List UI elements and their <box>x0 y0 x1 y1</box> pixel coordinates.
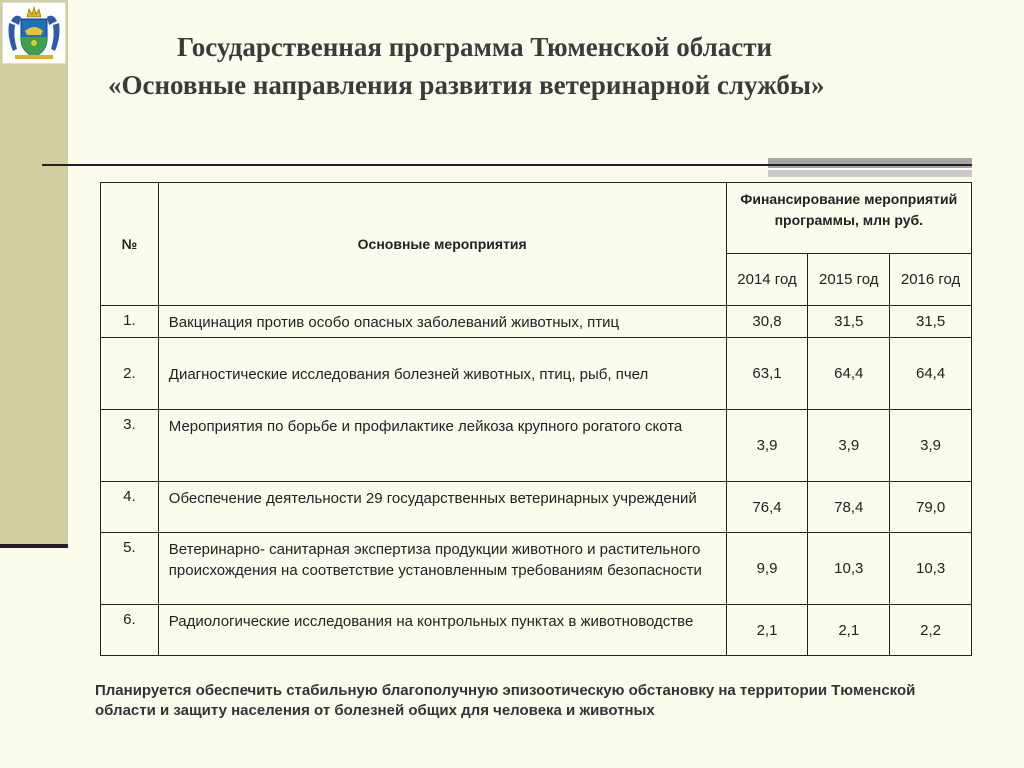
row-value-2015: 64,4 <box>808 338 890 410</box>
header-year-2014: 2014 год <box>726 254 808 306</box>
table-row <box>101 306 972 338</box>
coat-of-arms-icon <box>2 2 66 64</box>
row-value-2014: 2,1 <box>726 605 808 656</box>
header-year-2015: 2015 год <box>808 254 890 306</box>
row-value-2016: 79,0 <box>890 482 972 533</box>
row-value-2014: 30,8 <box>726 306 808 338</box>
row-value-2016: 31,5 <box>890 306 972 338</box>
header-year-2016: 2016 год <box>890 254 972 306</box>
row-value-2014: 3,9 <box>726 410 808 482</box>
row-number: 4. <box>101 482 159 533</box>
row-number: 6. <box>101 605 159 656</box>
table-row <box>101 605 972 656</box>
row-value-2015: 2,1 <box>808 605 890 656</box>
row-activity: Радиологические исследования на контрольных пунктах в животноводстве <box>158 605 726 656</box>
row-activity: Вакцинация против особо опасных заболеваний животных, птиц <box>158 306 726 338</box>
row-number: 5. <box>101 533 159 605</box>
row-number: 2. <box>101 338 159 410</box>
row-value-2016: 2,2 <box>890 605 972 656</box>
row-activity: Ветеринарно- санитарная экспертиза продукции животного и растительного происхождения на соответствие установленным требованиям безопасности <box>158 533 726 605</box>
row-value-2016: 3,9 <box>890 410 972 482</box>
header-activity: Основные мероприятия <box>158 183 726 306</box>
left-sidebar-band <box>0 0 68 546</box>
table-row <box>101 533 972 605</box>
table-row <box>101 482 972 533</box>
header-financing: Финансирование мероприятий программы, млн руб. <box>726 183 971 254</box>
row-activity: Диагностические исследования болезней животных, птиц, рыб, пчел <box>158 338 726 410</box>
row-value-2015: 31,5 <box>808 306 890 338</box>
row-number: 3. <box>101 410 159 482</box>
row-value-2015: 78,4 <box>808 482 890 533</box>
financing-table <box>100 182 972 656</box>
title-line-1: Государственная программа Тюменской области <box>177 32 773 62</box>
row-value-2016: 10,3 <box>890 533 972 605</box>
row-value-2015: 10,3 <box>808 533 890 605</box>
divider-accent-block <box>768 158 972 168</box>
footer-note: Планируется обеспечить стабильную благополучную эпизоотическую обстановку на территории Тюменской области и защиту населения от болезней общих для человека и животных <box>95 682 916 719</box>
row-value-2016: 64,4 <box>890 338 972 410</box>
row-value-2015: 3,9 <box>808 410 890 482</box>
row-value-2014: 76,4 <box>726 482 808 533</box>
page-title <box>100 28 980 104</box>
title-divider <box>42 164 972 166</box>
row-activity: Мероприятия по борьбе и профилактике лейкоза крупного рогатого скота <box>158 410 726 482</box>
row-activity: Обеспечение деятельности 29 государственных ветеринарных учреждений <box>158 482 726 533</box>
sidebar-underline <box>0 544 68 548</box>
header-number: № <box>101 183 159 306</box>
row-value-2014: 63,1 <box>726 338 808 410</box>
title-line-2: «Основные направления развития ветеринарной службы» <box>108 70 825 100</box>
row-number: 1. <box>101 306 159 338</box>
row-value-2014: 9,9 <box>726 533 808 605</box>
divider-accent-block-shade <box>768 170 972 177</box>
table-row <box>101 410 972 482</box>
table-row <box>101 338 972 410</box>
